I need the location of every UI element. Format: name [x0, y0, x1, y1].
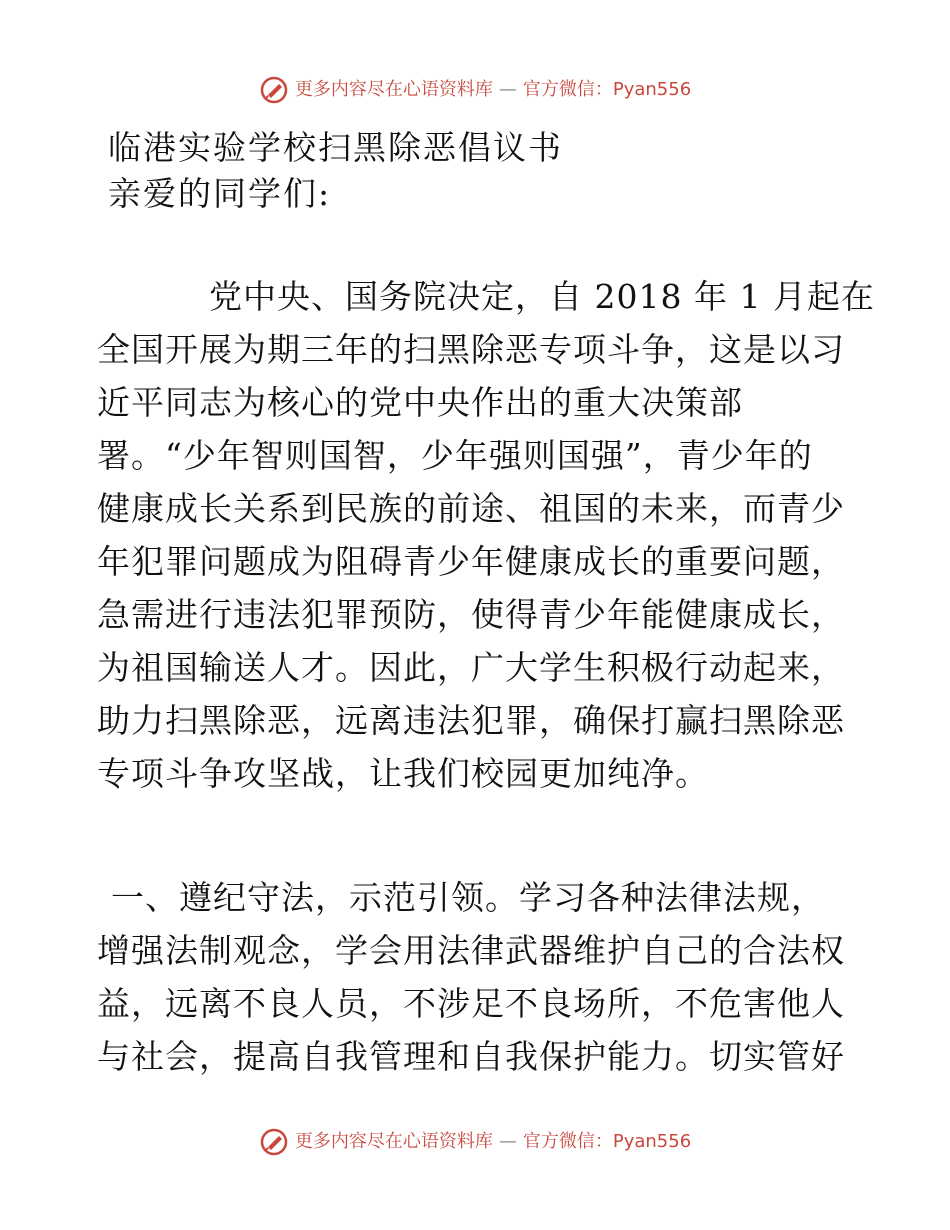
header-watermark	[0, 75, 950, 105]
paragraph-line: 急需进行违法犯罪预防，使得青少年能健康成长，	[97, 595, 845, 634]
watermark-wechat-text: 官方微信：Pyan556	[522, 1131, 692, 1152]
paragraph-line: 增强法制观念，学会用法律武器维护自己的合法权	[97, 931, 845, 970]
salutation: 亲爱的同学们:	[108, 174, 332, 213]
watermark-main-text: 更多内容尽在心语资料库	[294, 79, 493, 100]
document-title: 临港实验学校扫黑除恶倡议书	[108, 128, 563, 167]
watermark-main-text: 更多内容尽在心语资料库	[294, 1131, 493, 1152]
paragraph-line: 党中央、国务院决定，自 2018 年 1 月起在	[209, 277, 875, 316]
paragraph-intro	[97, 270, 875, 800]
paragraph-section-one	[97, 871, 857, 1083]
paragraph-line: 年犯罪问题成为阻碍青少年健康成长的重要问题，	[97, 542, 845, 581]
watermark-dash: —	[498, 79, 517, 100]
paragraph-line: 近平同志为核心的党中央作出的重大决策部	[97, 383, 743, 422]
paragraph-line: 为祖国输送人才。因此，广大学生积极行动起来，	[97, 648, 845, 687]
paragraph-line: 专项斗争攻坚战，让我们校园更加纯净。	[97, 754, 709, 793]
paragraph-line: 助力扫黑除恶，远离违法犯罪，确保打赢扫黑除恶	[97, 701, 845, 740]
paragraph-line: 全国开展为期三年的扫黑除恶专项斗争，这是以习	[97, 330, 845, 369]
paragraph-line: 健康成长关系到民族的前途、祖国的未来，而青少	[97, 489, 845, 528]
paragraph-line: 与社会，提高自我管理和自我保护能力。切实管好	[97, 1037, 845, 1076]
brand-logo-icon	[259, 1127, 289, 1157]
paragraph-line: 一、遵纪守法，示范引领。学习各种法律法规，	[111, 878, 825, 917]
paragraph-line: 益，远离不良人员，不涉足不良场所，不危害他人	[97, 984, 845, 1023]
watermark-dash: —	[498, 1131, 517, 1152]
brand-logo-icon	[259, 75, 289, 105]
footer-watermark	[0, 1127, 950, 1157]
paragraph-line: 署。“少年智则国智，少年强则国强”，青少年的	[97, 436, 813, 475]
watermark-wechat-text: 官方微信：Pyan556	[522, 79, 692, 100]
